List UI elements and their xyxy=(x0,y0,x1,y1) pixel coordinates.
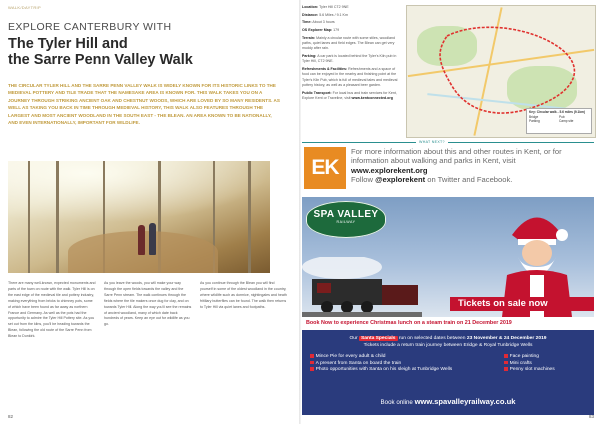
steam-train-santa-photo xyxy=(302,197,594,317)
info-transport: Public Transport: For local bus and train services for Kent, Explore Kent or Traveline, visit www.kentconnected.org xyxy=(302,90,397,100)
tree-trunk xyxy=(28,161,30,273)
feature-item: Penny slot machines xyxy=(504,367,555,374)
spa-valley-logo xyxy=(306,201,386,238)
article-title-line2: the Sarre Penn Valley Walk xyxy=(8,52,193,68)
tree-trunk xyxy=(56,161,59,273)
tickets-banner[interactable]: Tickets on sale now xyxy=(450,297,594,311)
logo-subtitle: RAILWAY xyxy=(336,220,356,224)
body-column: As you leave the woods, you will make your way through the open fields towards the valley and the Sarre Penn stream. The walk continues through the fields where the tile makers once dug for clay, and on towards Tyler Hill. Along the way you'll see the remains of ancient woodland, many of which date back hundreds of years. Keep an eye out for wildlife as you go. xyxy=(104,281,192,327)
spa-valley-link[interactable]: www.spavalleyrailway.co.uk xyxy=(414,397,516,406)
bullet-icon xyxy=(310,361,314,365)
ticket-info-line: Tickets include a return train journey between Eridge & Royal Tunbridge Wells xyxy=(363,343,533,348)
feature-item: Mince Pie for every adult & child xyxy=(310,354,452,361)
bullet-icon xyxy=(504,367,508,371)
article-kicker: EXPLORE CANTERBURY WITH xyxy=(8,21,172,33)
sunlit-canopy xyxy=(8,161,270,223)
page-gutter xyxy=(299,0,301,424)
section-header: WALK/DAYTRIP xyxy=(8,5,41,10)
spa-valley-advert xyxy=(302,197,594,415)
steam-train-icon xyxy=(302,257,422,317)
walk-info xyxy=(302,5,402,104)
article-intro: THE CIRCULAR TYLER HILL AND THE SARRE PENN VALLEY WALK IS WIDELY KNOWN FOR ITS HISTORIC LINKS TO THE MEDIEVAL POTTERY AND TILE TRADE THAT THE NAMESAKE AREA IS KNOWN FOR. THIS WALK TAKES YOU ON A JOURNEY THROUGH STRIKING ANCIENT OAK AND CHESTNUT WOODS, WHICH ARE LOVED BY SO MANY RESIDENTS. AS WELL AS TAKING YOU BACK IN TIME THROUGH MEDIEVAL HISTORY, THIS WALK ALSO FEATURES THROUGH THE LARGEST AND MOST ANCIENT WOODLAND IN THE SOUTH EAST - THE BLEAN. AN AREA KNOWN TO BE NATIONALLY, AND EVEN INTERNATIONALLY, IMPORTANT FOR WILDLIFE. xyxy=(8,83,280,126)
info-distance: Distance: 5.6 Miles / 9.1 Km xyxy=(302,12,348,17)
info-location: Location: Tyler Hill CT2 9NE xyxy=(302,5,349,9)
article-title-line1: The Tyler Hill and xyxy=(8,36,128,52)
feature-item: A present from Santa on board the train xyxy=(310,361,452,368)
legend-item: Bridge xyxy=(529,115,539,119)
legend-item: Camp site xyxy=(559,119,574,123)
feature-item: Face painting xyxy=(504,354,555,361)
bullet-icon xyxy=(310,367,314,371)
explore-kent-handle[interactable]: @explorekent xyxy=(375,174,426,184)
what-next-label: WHAT NEXT? xyxy=(416,140,448,144)
feature-item: Mini crafts xyxy=(504,361,555,368)
bullet-icon xyxy=(310,354,314,358)
article-body xyxy=(8,281,292,414)
legend-item: Pub xyxy=(559,115,565,119)
page-number-left: 82 xyxy=(8,414,14,419)
info-parking: Parking: A car park is located behind the Tyler's Kiln pub in Tyler Hill, CT2 9NE. xyxy=(302,54,397,64)
transport-link[interactable]: www.kentconnected.org xyxy=(351,95,393,100)
woodland-walkers-photo xyxy=(8,161,270,273)
feature-item: Photo opportunities with Santa on his sleigh at Tunbridge Wells xyxy=(310,367,452,374)
walker-figure xyxy=(149,223,156,255)
santa-specials-badge: Santa Specials xyxy=(360,336,396,341)
article-title xyxy=(8,36,193,68)
feature-list-right xyxy=(504,354,555,374)
explore-kent-text: For more information about this and other routes in Kent, or for information about walking and parks in Kent, visit www.explorekent.org Follow @explorekent on Twitter and Facebook. xyxy=(351,147,562,184)
christmas-lunch-line: Book Now to experience Christmas lunch on a steam train on 21 December 2019 xyxy=(306,320,512,326)
page-number-right: 83 xyxy=(588,414,594,419)
walker-figure xyxy=(138,225,145,255)
santa-dates-line: Our Santa Specials run on selected dates between 23 November & 24 December 2019 xyxy=(349,336,547,341)
route-map xyxy=(406,5,596,138)
legend-title: Key: Circular walk - 5.6 miles (9.1km) xyxy=(529,110,585,114)
bullet-icon xyxy=(504,354,508,358)
info-os-map: OS Explorer Map: 179 xyxy=(302,28,340,33)
info-terrain: Terrain: Mainly a circular route with some stiles, woodland paths, quiet lanes and field edges. The Blean can get very muddy after rain. xyxy=(302,35,396,51)
info-time: Time: About 3 hours xyxy=(302,20,335,25)
legend-item: Parking xyxy=(529,119,540,123)
body-column: There are many well-known, expected monuments and parts of the town on route with the walk. Tyler Hill is on the east edge of the medieval tile and pottery industry, making everything from bricks to chimney pots, some of which have been found as far away as northern France and Germany. As well as the pots had the opportunity to admire the Tyler Hill Pottery site. As you set out from the kilns, you'll be heading towards the Blean, following the old route of the Sarre Penn from Blean to Dunkirk. xyxy=(8,281,96,339)
feature-list-left xyxy=(310,354,452,374)
santa-specials-panel xyxy=(302,330,594,415)
what-next-divider xyxy=(302,142,594,143)
book-online-line: Book online www.spavalleyrailway.co.uk xyxy=(380,397,516,406)
bullet-icon xyxy=(504,361,508,365)
info-refreshments: Refreshments & Facilities: Refreshments and a space of food can be enjoyed in the nearby and finishing point at the Tyler's Kiln Pub, which is full of medieval tales and medieval pottery history, as well as a pleasant beer garden. xyxy=(302,67,398,87)
explore-kent-logo: EK xyxy=(304,147,346,189)
logo-name: SPA VALLEY xyxy=(313,209,379,220)
body-column: As you continue through the Blean you will find yourself in some of the oldest woodland in the country, where wildlife such as dormice, nightingales and heath fritillary butterflies can be found. The walk then returns to Tyler Hill via quiet lanes and footpaths. xyxy=(200,281,287,309)
explore-kent-link[interactable]: www.explorekent.org xyxy=(351,165,428,175)
tree-trunk xyxy=(248,161,251,273)
map-legend xyxy=(526,108,592,134)
